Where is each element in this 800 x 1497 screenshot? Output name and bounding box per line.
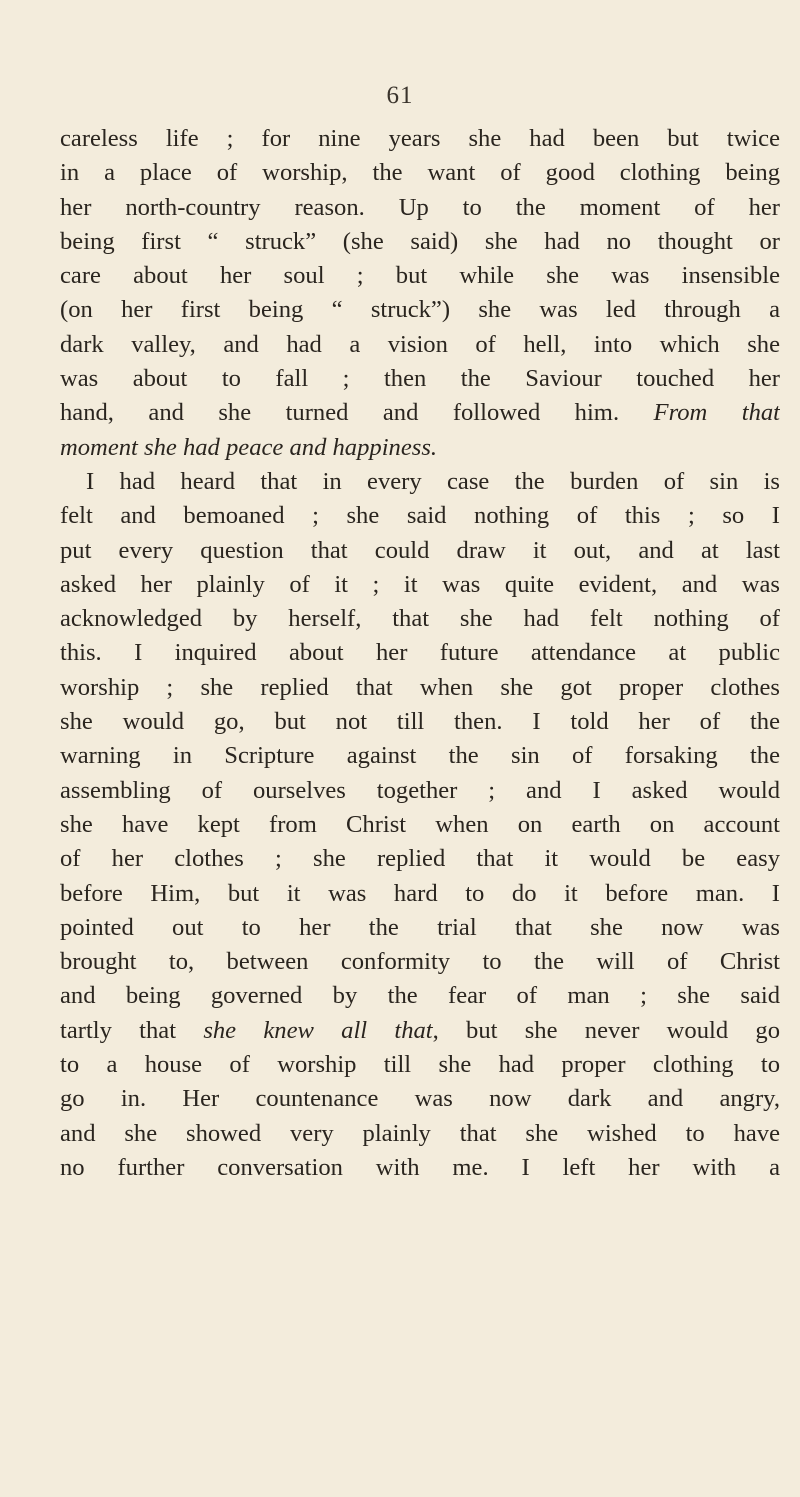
text-segment: she have kept from Christ when on earth on account	[60, 810, 780, 838]
text-line	[60, 602, 780, 636]
text-line	[60, 808, 780, 842]
text-segment: felt and bemoaned ; she said nothing of this ; so I	[60, 502, 780, 530]
text-segment: I had heard that in every case the burden of sin is	[86, 467, 780, 495]
text-line	[60, 362, 780, 396]
italic-text: From that	[653, 399, 780, 427]
text-segment: asked her plainly of it ; it was quite evident, and was	[60, 570, 780, 598]
text-segment: of her clothes ; she replied that it would be easy	[60, 845, 780, 873]
text-line	[60, 156, 780, 190]
text-line	[60, 1117, 780, 1151]
text-segment: was about to fall ; then the Saviour touched her	[60, 365, 780, 393]
text-line	[60, 396, 780, 430]
text-segment: careless life ; for nine years she had been but twice	[60, 125, 780, 152]
text-segment: her north-country reason. Up to the moment of her	[60, 193, 780, 221]
page-number: 61	[386, 82, 414, 109]
text-segment: pointed out to her the trial that she now was	[60, 913, 780, 941]
text-line	[60, 534, 780, 568]
text-segment: and she showed very plainly that she wished to have	[60, 1119, 780, 1147]
text-line	[60, 774, 780, 808]
text-line	[60, 328, 780, 362]
text-segment: hand, and she turned and followed him.	[60, 399, 654, 427]
italic-text: moment she had peace and happiness.	[60, 433, 438, 461]
text-segment: warning in Scripture against the sin of forsaking the	[60, 742, 780, 770]
text-segment: no further conversation with me. I left her with a	[60, 1153, 780, 1181]
text-line	[60, 1048, 780, 1082]
text-segment: go in. Her countenance was now dark and angry,	[60, 1085, 780, 1113]
text-segment: and being governed by the fear of man ; she said	[60, 982, 780, 1010]
text-line	[60, 945, 780, 979]
text-line	[60, 225, 780, 259]
text-segment: she would go, but not till then. I told her of the	[60, 708, 780, 736]
text-line	[60, 671, 780, 705]
text-line	[60, 191, 780, 225]
body-text	[60, 122, 780, 1185]
text-segment: this. I inquired about her future attendance at public	[60, 639, 780, 667]
text-line	[60, 979, 780, 1013]
text-line	[60, 842, 780, 876]
text-line	[60, 293, 780, 327]
text-segment: tartly that	[60, 1016, 204, 1044]
text-segment: brought to, between conformity to the will of Christ	[60, 948, 780, 976]
text-segment: before Him, but it was hard to do it before man. I	[60, 879, 780, 907]
text-segment: assembling of ourselves together ; and I asked would	[60, 776, 780, 804]
text-line	[60, 1014, 780, 1048]
text-segment: dark valley, and had a vision of hell, into which she	[60, 330, 780, 358]
text-segment: acknowledged by herself, that she had felt nothing of	[60, 605, 780, 633]
text-segment: being first “ struck” (she said) she had no thought or	[60, 227, 780, 255]
text-segment: in a place of worship, the want of good clothing being	[60, 159, 780, 187]
text-segment: care about her soul ; but while she was insensible	[60, 262, 780, 290]
text-line	[60, 1082, 780, 1116]
text-line	[60, 122, 780, 156]
text-line	[60, 568, 780, 602]
text-line	[60, 465, 780, 499]
italic-text: she knew all that	[203, 1016, 433, 1044]
text-line	[60, 499, 780, 533]
text-line	[60, 877, 780, 911]
text-line	[60, 636, 780, 670]
text-segment: (on her first being “ struck”) she was led through a	[60, 296, 780, 324]
text-segment: , but she never would go	[432, 1016, 780, 1044]
text-segment: worship ; she replied that when she got proper clothes	[60, 673, 780, 701]
text-line	[60, 739, 780, 773]
text-segment: put every question that could draw it out, and at last	[60, 536, 780, 564]
text-segment: to a house of worship till she had proper clothing to	[60, 1051, 780, 1079]
text-line	[60, 1151, 780, 1185]
text-line	[60, 431, 780, 465]
text-line	[60, 259, 780, 293]
text-line	[60, 911, 780, 945]
text-line	[60, 705, 780, 739]
